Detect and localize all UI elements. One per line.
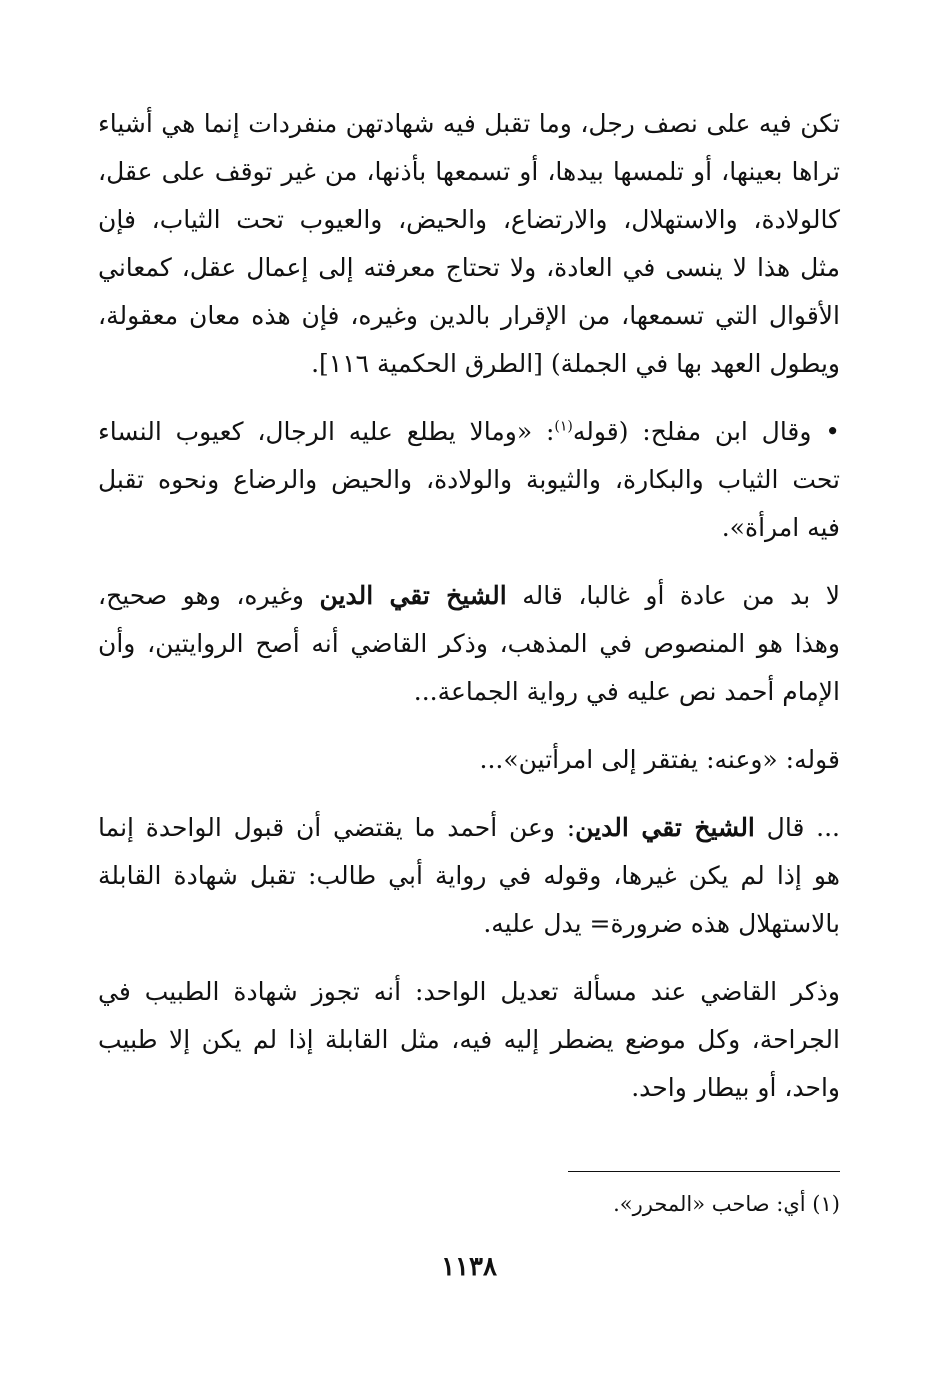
- text-line: [98, 408, 840, 456]
- text-segment: ... قال: [754, 813, 840, 842]
- bullet-icon: •: [825, 417, 841, 446]
- text-line: [98, 804, 840, 852]
- paragraph-1: [98, 100, 840, 388]
- text-segment: : «ومالا يطلع عليه الرجال، كعيوب النساء: [98, 417, 555, 446]
- text-line: قوله: «وعنه: يفتقر إلى امرأتين»...: [479, 745, 840, 774]
- text-segment: وقال ابن مفلح: (قوله: [572, 417, 812, 446]
- text-line: وذكر القاضي عند مسألة تعديل الواحد: أنه تجوز شهادة الطبيب في: [98, 977, 840, 1006]
- footnote: (١) أي: صاحب «المحرر».: [613, 1192, 840, 1216]
- footnote-ref[interactable]: (١): [554, 418, 573, 435]
- text-line: الجراحة، وكل موضع يضطر إليه فيه، مثل القابلة إذا لم يكن إلا طبيب: [98, 1025, 840, 1054]
- text-line: بالاستهلال هذه ضرورة= يدل عليه.: [483, 909, 840, 938]
- text-line: تكن فيه على نصف رجل، وما تقبل فيه شهادتهن منفردات إنما هي أشياء: [98, 109, 840, 138]
- text-line: ويطول العهد بها في الجملة) [الطرق الحكمية ١١٦].: [311, 349, 840, 378]
- paragraph-3: [98, 572, 840, 716]
- text-line: كالولادة، والاستهلال، والارتضاع، والحيض، والعيوب تحت الثياب، فإن: [98, 205, 840, 234]
- text-segment: : وعن أحمد ما يقتضي أن قبول الواحدة إنما: [98, 813, 576, 842]
- text-line: تحت الثياب والبكارة، والثيوبة والولادة، والحيض والرضاع ونحوه تقبل: [98, 465, 840, 494]
- page-number: ١١٣٨: [441, 1252, 497, 1282]
- paragraph-4: [98, 736, 840, 784]
- text-line: الإمام أحمد نص عليه في رواية الجماعة...: [413, 677, 840, 706]
- text-line: تراها بعينها، أو تلمسها بيدها، أو تسمعها بأذنها، من غير توقف على عقل،: [98, 157, 840, 186]
- footnote-divider: [568, 1171, 840, 1172]
- text-line: واحد، أو بيطار واحد.: [631, 1073, 840, 1102]
- paragraph-2: [98, 408, 840, 552]
- text-segment: لا بد من عادة أو غالبا، قاله: [506, 581, 840, 610]
- page-body: [98, 100, 840, 1132]
- text-line: وهذا هو المنصوص في المذهب، وذكر القاضي أنه أصح الروايتين، وأن: [98, 629, 840, 658]
- text-line: فيه امرأة».: [721, 513, 840, 542]
- text-line: مثل هذا لا ينسى في العادة، ولا تحتاج معرفته إلى إعمال عقل، كمعاني: [98, 253, 840, 282]
- bold-name: الشيخ تقي الدين: [575, 813, 755, 842]
- text-segment: وغيره، وهو صحيح،: [98, 581, 320, 610]
- paragraph-6: [98, 968, 840, 1112]
- bold-name: الشيخ تقي الدين: [319, 581, 507, 610]
- text-line: هو إذا لم يكن غيرها، وقوله في رواية أبي طالب: تقبل شهادة القابلة: [98, 861, 840, 890]
- text-line: [98, 572, 840, 620]
- paragraph-5: [98, 804, 840, 948]
- text-line: الأقوال التي تسمعها، من الإقرار بالدين وغيره، فإن هذه معان معقولة،: [98, 301, 840, 330]
